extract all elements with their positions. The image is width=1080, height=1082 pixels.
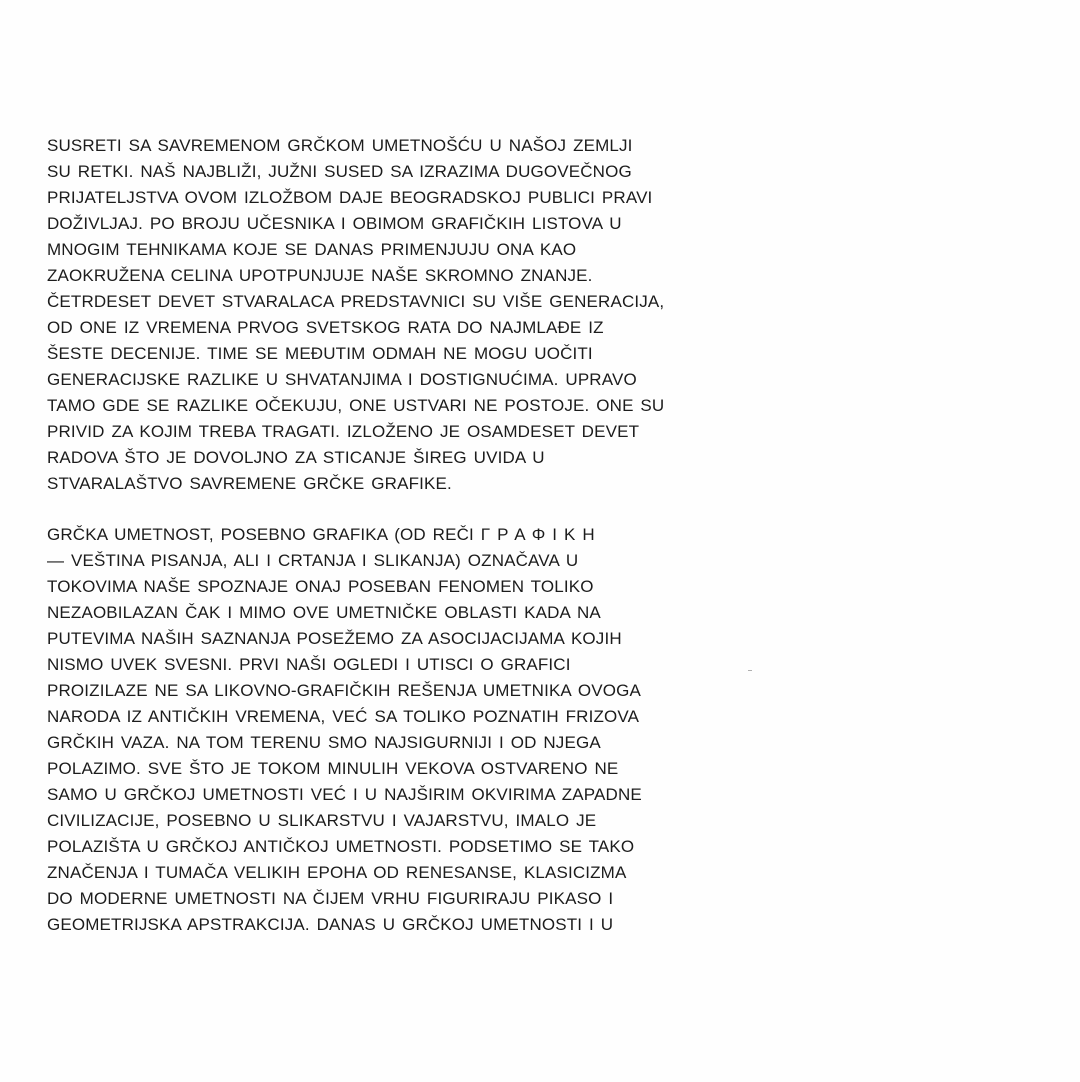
text-line: TOKOVIMA NAŠE SPOZNAJE ONAJ POSEBAN FENOMEN TOLIKO xyxy=(47,577,594,596)
text-line: ŠESTE DECENIJE. TIME SE MEĐUTIM ODMAH NE MOGU UOČITI xyxy=(47,344,593,363)
text-line: PRIJATELJSTVA OVOM IZLOŽBOM DAJE BEOGRADSKOJ PUBLICI PRAVI xyxy=(47,188,653,207)
text-line: SUSRETI SA SAVREMENOM GRČKOM UMETNOŠĆU U NAŠOJ ZEMLJI xyxy=(47,136,633,155)
paragraph-intro xyxy=(47,133,687,497)
text-line: DOŽIVLJAJ. PO BROJU UČESNIKA I OBIMOM GRAFIČKIH LISTOVA U xyxy=(47,214,622,233)
text-line: DO MODERNE UMETNOSTI NA ČIJEM VRHU FIGURIRAJU PIKASO I xyxy=(47,889,614,908)
text-line: GRČKA UMETNOST, POSEBNO GRAFIKA (OD REČI Γ Ρ Α Φ Ι Κ Η xyxy=(47,525,595,544)
text-line: RADOVA ŠTO JE DOVOLJNO ZA STICANJE ŠIREG UVIDA U xyxy=(47,448,545,467)
text-line: NARODA IZ ANTIČKIH VREMENA, VEĆ SA TOLIKO POZNATIH FRIZOVA xyxy=(47,707,640,726)
text-line: GEOMETRIJSKA APSTRAKCIJA. DANAS U GRČKOJ UMETNOSTI I U xyxy=(47,915,614,934)
text-line: SU RETKI. NAŠ NAJBLIŽI, JUŽNI SUSED SA IZRAZIMA DUGOVEČNOG xyxy=(47,162,632,181)
paragraph-greek-art xyxy=(47,522,687,938)
text-line: SAMO U GRČKOJ UMETNOSTI VEĆ I U NAJŠIRIM OKVIRIMA ZAPADNE xyxy=(47,785,642,804)
text-line: — VEŠTINA PISANJA, ALI I CRTANJA I SLIKANJA) OZNAČAVA U xyxy=(47,551,579,570)
text-line: OD ONE IZ VREMENA PRVOG SVETSKOG RATA DO NAJMLAĐE IZ xyxy=(47,318,604,337)
text-line: MNOGIM TEHNIKAMA KOJE SE DANAS PRIMENJUJU ONA KAO xyxy=(47,240,577,259)
text-line: STVARALAŠTVO SAVREMENE GRČKE GRAFIKE. xyxy=(47,474,452,493)
text-line: POLAZIMO. SVE ŠTO JE TOKOM MINULIH VEKOVA OSTVARENO NE xyxy=(47,759,619,778)
text-line: CIVILIZACIJE, POSEBNO U SLIKARSTVU I VAJARSTVU, IMALO JE xyxy=(47,811,597,830)
text-line: PRIVID ZA KOJIM TREBA TRAGATI. IZLOŽENO JE OSAMDESET DEVET xyxy=(47,422,640,441)
text-line: ZAOKRUŽENA CELINA UPOTPUNJUJE NAŠE SKROMNO ZNANJE. xyxy=(47,266,593,285)
text-line: GRČKIH VAZA. NA TOM TERENU SMO NAJSIGURNIJI I OD NJEGA xyxy=(47,733,601,752)
text-line: PUTEVIMA NAŠIH SAZNANJA POSEŽEMO ZA ASOCIJACIJAMA KOJIH xyxy=(47,629,622,648)
text-line: TAMO GDE SE RAZLIKE OČEKUJU, ONE USTVARI NE POSTOJE. ONE SU xyxy=(47,396,665,415)
text-line: NEZAOBILAZAN ČAK I MIMO OVE UMETNIČKE OBLASTI KADA NA xyxy=(47,603,601,622)
text-line: POLAZIŠTA U GRČKOJ ANTIČKOJ UMETNOSTI. PODSETIMO SE TAKO xyxy=(47,837,635,856)
text-line: ČETRDESET DEVET STVARALACA PREDSTAVNICI SU VIŠE GENERACIJA, xyxy=(47,292,665,311)
text-line: NISMO UVEK SVESNI. PRVI NAŠI OGLEDI I UTISCI O GRAFICI xyxy=(47,655,571,674)
text-line: PROIZILAZE NE SA LIKOVNO-GRAFIČKIH REŠENJA UMETNIKA OVOGA xyxy=(47,681,641,700)
text-line: ZNAČENJA I TUMAČA VELIKIH EPOHA OD RENESANSE, KLASICIZMA xyxy=(47,863,627,882)
scan-speck xyxy=(748,670,752,671)
text-line: GENERACIJSKE RAZLIKE U SHVATANJIMA I DOSTIGNUĆIMA. UPRAVO xyxy=(47,370,637,389)
